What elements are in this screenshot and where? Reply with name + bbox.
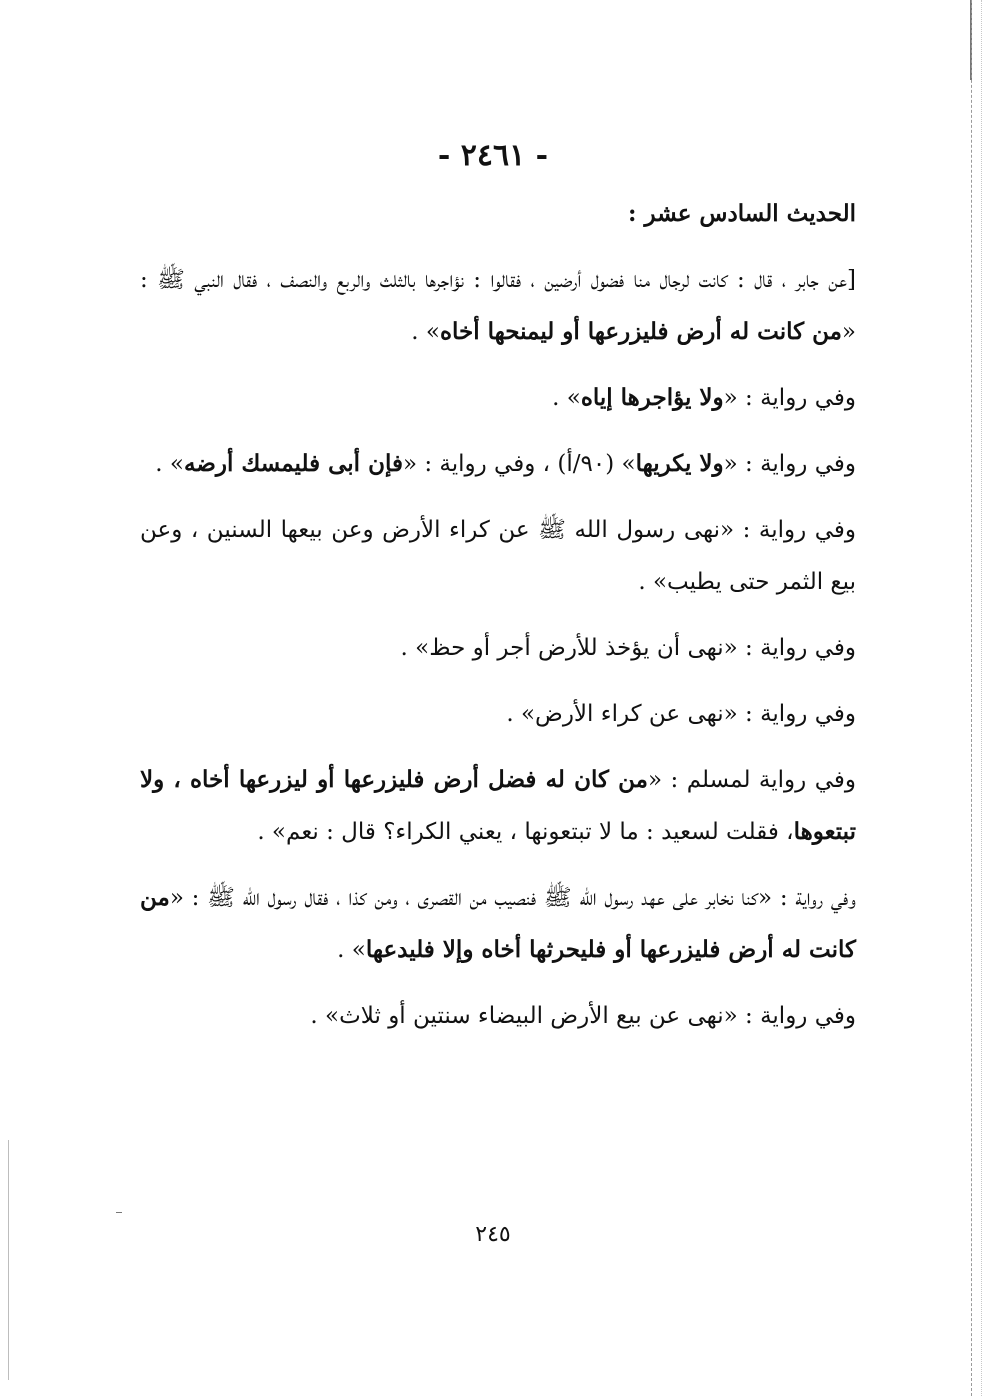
paragraph-text: وفي رواية : «: [723, 451, 856, 477]
paragraph-text: ، فقلت لسعيد : ما لا تبتعونها ، يعني الكراء؟ قال : نعم» .: [257, 819, 794, 845]
bold-quote: من كان له فضل أرض فليزرعها أو ليزرعها أخاه ، ولا تبتعوها: [140, 766, 856, 845]
paragraph-text: » (٩٠/أ) ، وفي رواية : «: [402, 451, 636, 477]
page-number: ٢٤٥: [475, 1222, 511, 1247]
paragraph-7: [140, 754, 856, 858]
hadith-number-header: - ٢٤٦١ -: [437, 138, 549, 173]
left-edge-line: [8, 1140, 9, 1380]
scan-speck: [116, 1212, 122, 1213]
page-edge-line: [971, 0, 972, 1396]
paragraph-2: [140, 372, 856, 424]
paragraph-text: وفي رواية لمسلم : «: [647, 767, 856, 793]
paragraph-text: وفي رواية : «كنا نخابر على عهد رسول الله ﷺ فنصيب من القصرى ، ومن كذا ، فقال رسول الله ﷺ : «: [169, 885, 856, 911]
paragraph-text: » .: [411, 319, 440, 345]
paragraph-text: [عن جابر ، قال : كانت لرجال منا فضول أرضين ، فقالوا : نؤاجرها بالثلث والربع والنصف ، فقال النبي ﷺ : «: [140, 267, 856, 345]
bold-quote: من كانت له أرض فليزرعها أو فليحرثها أخاه وإلا فليدعها: [140, 884, 856, 963]
paragraph-6: [140, 688, 856, 740]
paragraph-8: [140, 872, 856, 976]
paragraph-text: وفي رواية : «نهى رسول الله ﷺ عن كراء الأرض وعن بيعها السنين ، وعن بيع الثمر حتى يطيب» .: [140, 517, 856, 595]
paragraph-1: [140, 254, 856, 358]
paragraph-text: » .: [552, 385, 581, 411]
paragraph-text: وفي رواية : «نهى عن كراء الأرض» .: [506, 701, 856, 727]
paragraph-9: [140, 990, 856, 1042]
paragraph-5: [140, 622, 856, 674]
bold-quote: من كانت له أرض فليزرعها أو ليمنحها أخاه: [439, 318, 842, 345]
paragraph-text: » .: [155, 451, 184, 477]
paragraph-text: وفي رواية : «: [723, 385, 856, 411]
paragraph-text: » .: [337, 937, 366, 963]
page-edge-dots: [981, 0, 982, 1396]
paragraph-text: وفي رواية : «نهى أن يؤخذ للأرض أجر أو حظ» .: [400, 635, 856, 661]
paragraph-3: [140, 438, 856, 490]
bold-quote: ولا يؤاجرها إياه: [580, 384, 724, 411]
paragraph-4: [140, 504, 856, 608]
section-title: الحديث السادس عشر :: [628, 200, 856, 227]
bold-quote: ولا يكريها: [635, 450, 724, 477]
body-text: [140, 188, 856, 1056]
paragraph-text: وفي رواية : «نهى عن بيع الأرض البيضاء سنتين أو ثلاث» .: [310, 1003, 856, 1029]
bold-quote: فإن أبى فليمسك أرضه: [183, 450, 403, 477]
